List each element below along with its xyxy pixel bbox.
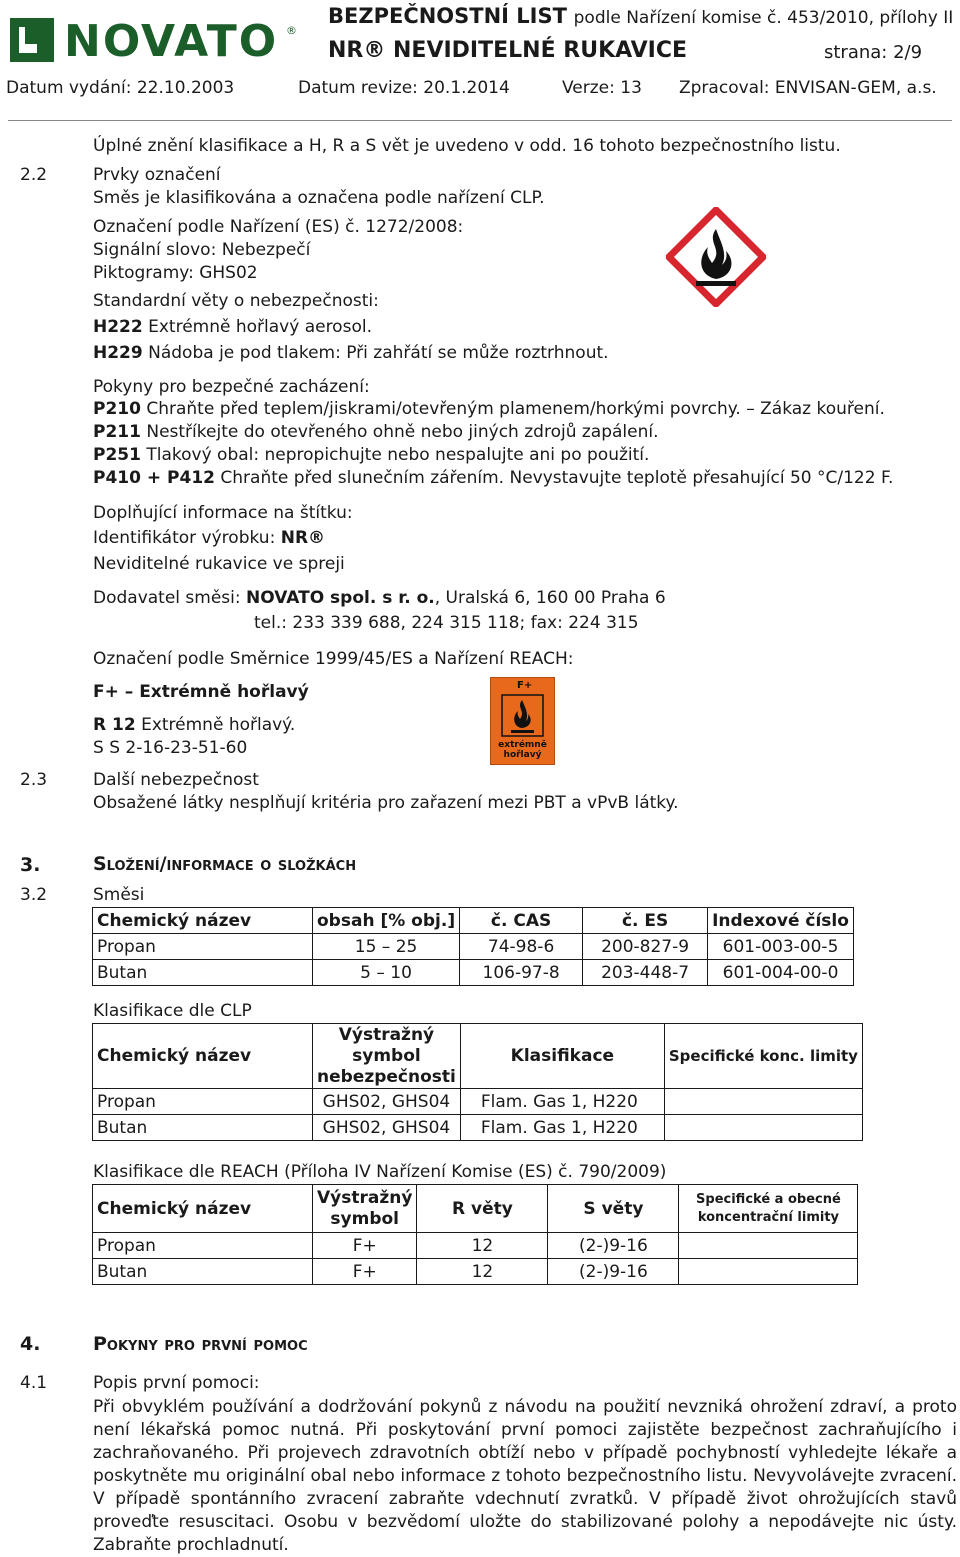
table-row: Butan F+ 12 (2-)9-16 — [93, 1259, 858, 1285]
header-divider — [8, 120, 952, 121]
h229-statement: H229 Nádoba je pod tlakem: Při zahřátí se může roztrhnout. — [93, 343, 609, 363]
supplier-phone: tel.: 233 339 688, 224 315 118; fax: 224 315 — [254, 613, 639, 633]
processed-by: Zpracoval: ENVISAN-GEM, a.s. — [679, 78, 937, 98]
section-4-title: Pokyny pro první pomoc — [93, 1333, 308, 1355]
product-name: NR® NEVIDITELNÉ RUKAVICE — [328, 38, 688, 63]
table-header-row: Chemický název Výstražný symbol nebezpečnosti Klasifikace Specifické konc. limity — [93, 1024, 863, 1089]
table-header-row: Chemický název obsah [% obj.] č. CAS č. ES Indexové číslo — [93, 908, 854, 934]
product-identifier: Identifikátor výrobku: NR® — [93, 528, 326, 548]
page-number: strana: 2/9 — [824, 42, 923, 63]
first-aid-text: Při obvyklém používání a dodržování pokynů z návodu na použití nevzniká ohrožení zdraví, a proto není lékařská pomoc nutná. Při poskytování první pomoci zajistěte bezpečnost zachraňujícího i zachraňovaného. Při projevech zdravotních obtíží nebo v případě pochybností vyhledejte lékaře a poskytněte mu originální obal nebo informace z tohoto bezpečnostního listu. Nevyvolávejte zvracení. V případě spontánního zvracení zabraňte vdechnutí zvratků. V případě život ohrožujících stavů proveďte resuscitaci. Osobu v bezvědomí uložte do stabilizované polohy a nepodávejte nic ústy. Zabraňte prochladnutí. — [93, 1397, 957, 1555]
logo-mark — [10, 18, 54, 62]
section-2-2-number: 2.2 — [20, 165, 48, 185]
section-2-3-title: Další nebezpečnost — [93, 770, 259, 790]
table-row: Propan GHS02, GHS04 Flam. Gas 1, H220 — [93, 1089, 863, 1115]
section-2-2-title: Prvky označení — [93, 165, 221, 185]
f-plus-hazard-icon: F+ extrémně hořlavý — [490, 677, 555, 765]
section-3-title: Složení/informace o složkách — [93, 853, 357, 875]
table-row: Butan GHS02, GHS04 Flam. Gas 1, H220 — [93, 1115, 863, 1141]
issue-date: Datum vydání: 22.10.2003 — [6, 78, 235, 98]
p210-statement: P210 Chraňte před teplem/jiskrami/otevřeným plamenem/horkými povrchy. – Zákaz kouření. — [93, 399, 885, 419]
supplier: Dodavatel směsi: NOVATO spol. s r. o., Uralská 6, 160 00 Praha 6 — [93, 588, 666, 608]
p251-statement: P251 Tlakový obal: nepropichujte nebo nespalujte ani po použití. — [93, 445, 650, 465]
p211-statement: P211 Nestříkejte do otevřeného ohně nebo jiných zdrojů zapálení. — [93, 422, 659, 442]
classification-note: Úplné znění klasifikace a H, R a S vět je uvedeno v odd. 16 tohoto bezpečnostního listu. — [93, 136, 841, 156]
version: Verze: 13 — [562, 78, 642, 98]
section-4-1-title: Popis první pomoci: — [93, 1373, 260, 1393]
revision-date: Datum revize: 20.1.2014 — [298, 78, 510, 98]
table-header-row: Chemický název Výstražný symbol R věty S věty Specifické a obecné koncentrační limity — [93, 1185, 858, 1233]
r12-phrase: R 12 Extrémně hořlavý. — [93, 715, 296, 735]
table-row: Propan 15 – 25 74-98-6 200-827-9 601-003-00-5 — [93, 934, 854, 960]
table-row: Butan 5 – 10 106-97-8 203-448-7 601-004-00-0 — [93, 960, 854, 986]
composition-table — [92, 907, 854, 986]
ghs02-flame-icon — [666, 207, 766, 307]
table-row: Propan F+ 12 (2-)9-16 — [93, 1233, 858, 1259]
p410-statement: P410 + P412 Chraňte před slunečním zářením. Nevystavujte teplotě přesahující 50 °C/122 F. — [93, 468, 894, 488]
reach-classification-table — [92, 1184, 858, 1285]
clp-classification-table — [92, 1023, 863, 1141]
logo-text: NOVATO — [64, 16, 279, 67]
signal-word: Signální slovo: Nebezpečí — [93, 240, 311, 260]
doc-title: BEZPEČNOSTNÍ LIST podle Nařízení komise č. 453/2010, přílohy II — [328, 4, 954, 28]
h222-statement: H222 Extrémně hořlavý aerosol. — [93, 317, 372, 337]
